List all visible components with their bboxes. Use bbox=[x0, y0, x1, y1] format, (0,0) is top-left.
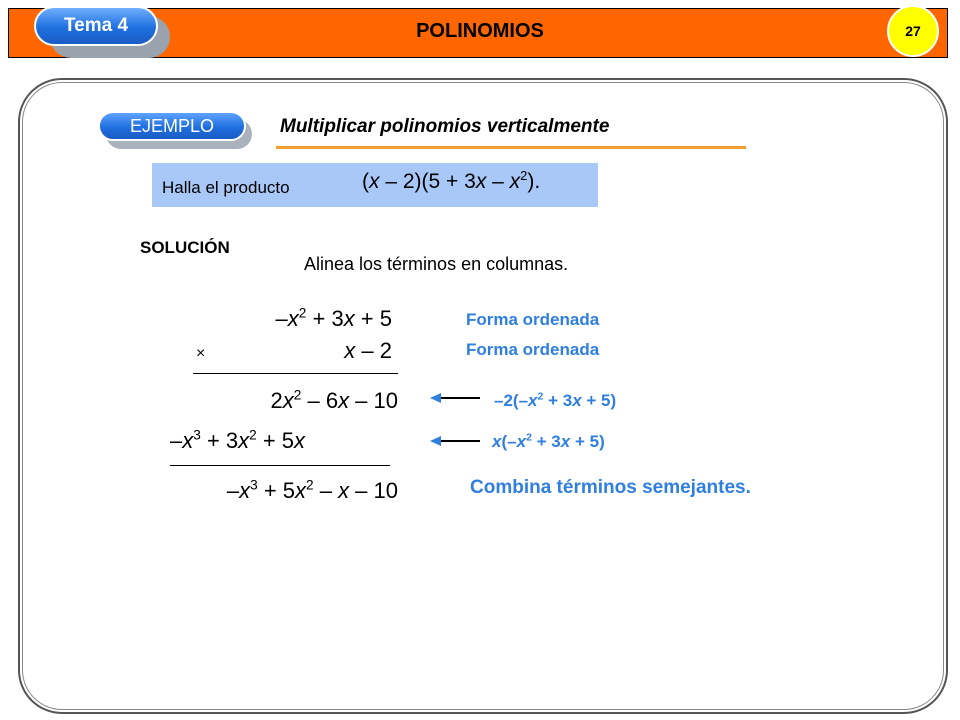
partial-product-2: $-x^3 + 3x^2 + 5x$ bbox=[170, 427, 306, 453]
tema-pill[interactable]: Tema 4 bbox=[34, 6, 158, 46]
multiplicand: $-x^2 + 3x + 5$ bbox=[275, 305, 392, 331]
solution-instruction: Alinea los términos en columnas. bbox=[304, 254, 569, 274]
example-title-underline bbox=[276, 146, 746, 149]
partial-product-1: $2x^2 - 6x - 10$ bbox=[270, 387, 398, 413]
multiply-sign: × bbox=[196, 345, 206, 362]
page-number-badge: 27 bbox=[887, 5, 939, 57]
product-rule-1 bbox=[193, 373, 398, 374]
example-badge: EJEMPLO bbox=[98, 111, 246, 141]
page-title: POLINOMIOS bbox=[416, 20, 544, 42]
multiplier: x – 2 bbox=[344, 338, 392, 363]
final-product: $-x^3 + 5x^2 - x - 10$ bbox=[226, 477, 398, 503]
example-title: Multiplicar polinomios verticalmente bbox=[280, 116, 610, 137]
product-rule-2 bbox=[170, 465, 390, 466]
problem-prompt: Halla el producto bbox=[162, 178, 290, 197]
problem-expression: $(x - 2)(5 + 3x - x^2)$. bbox=[362, 168, 541, 193]
note-ordered-form-1: Forma ordenada bbox=[466, 310, 600, 329]
note-ordered-form-2: Forma ordenada bbox=[466, 340, 600, 359]
note-step-2: $x(-x^2 + 3x + 5)$ bbox=[492, 431, 605, 451]
solution-label: SOLUCIÓN bbox=[140, 238, 230, 257]
note-step-1: $-2(-x^2 + 3x + 5)$ bbox=[494, 390, 617, 410]
left-arrow-icon bbox=[430, 431, 482, 451]
note-combine: Combina términos semejantes. bbox=[470, 477, 751, 498]
left-arrow-icon bbox=[430, 388, 482, 408]
